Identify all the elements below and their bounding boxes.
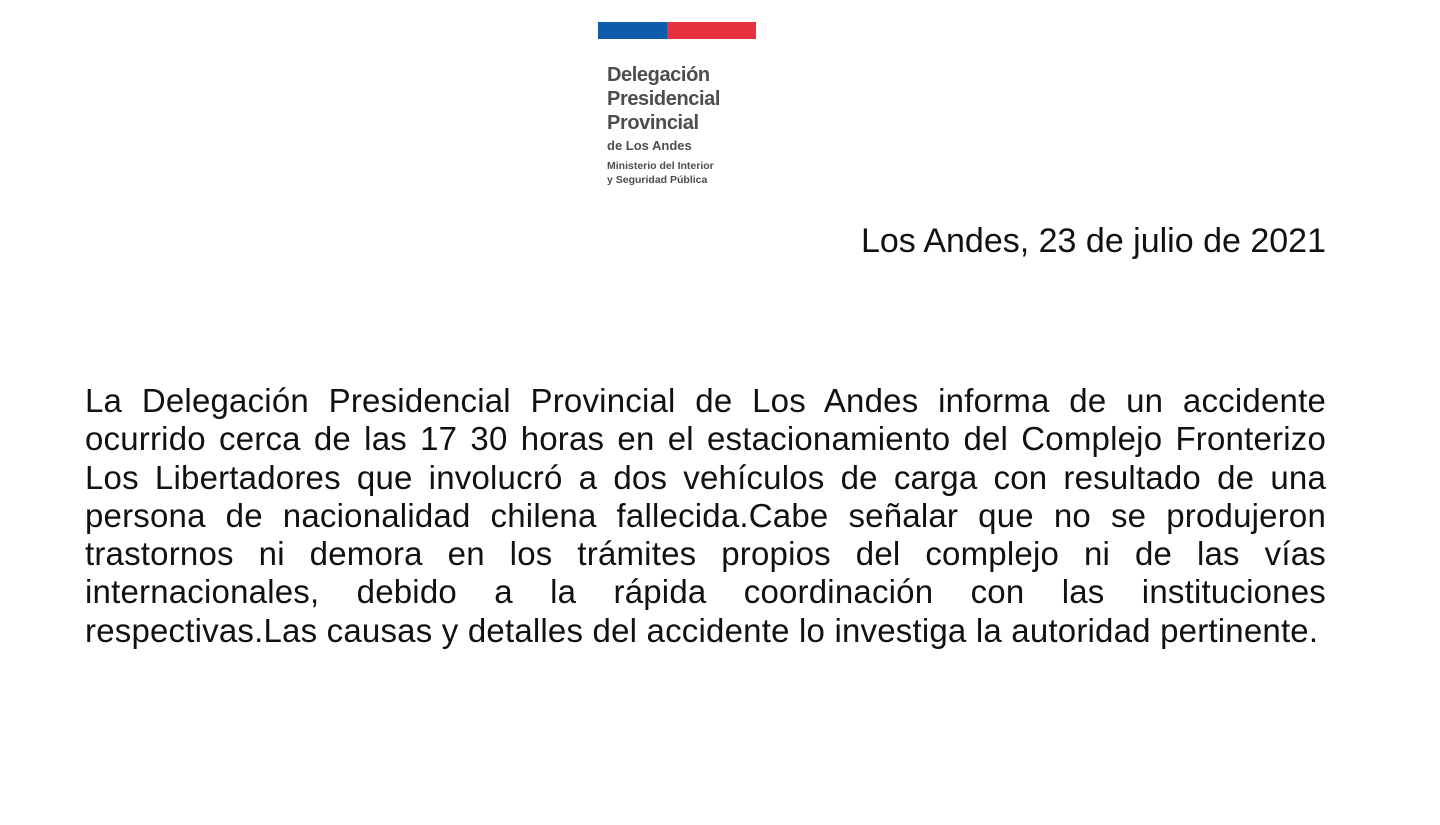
document-date: Los Andes, 23 de julio de 2021 [860,222,1326,260]
logo-ministry-line-2: y Seguridad Pública [607,174,708,186]
logo-line-delegacion: Delegación [607,64,710,86]
flag-blue-segment [598,22,667,39]
institution-logo [607,63,827,187]
logo-ministry-line-1: Ministerio del Interior [607,160,714,172]
flag-red-segment [667,22,756,39]
document-body: La Delegación Presidencial Provincial de Los Andes informa de un accidente ocurrido cerca de las 17 30 horas en el estacionamiento del Complejo Fronterizo Los Libertadores que involucró a dos vehículos de carga con resultado de una persona de nacionalidad chilena fallecida.Cabe señalar que no se produjeron trastornos ni demora en los trámites propios del complejo ni de las vías internacionales, debido a la rápida coordinación con las instituciones respectivas.Las causas y detalles del accidente lo investiga la autoridad pertinente. [85,382,1326,649]
logo-line-presidencial: Presidencial [607,88,721,110]
logo-line-provincial: Provincial [607,112,699,134]
logo-subtitle: de Los Andes [607,138,692,153]
government-flag-bar [598,22,756,39]
